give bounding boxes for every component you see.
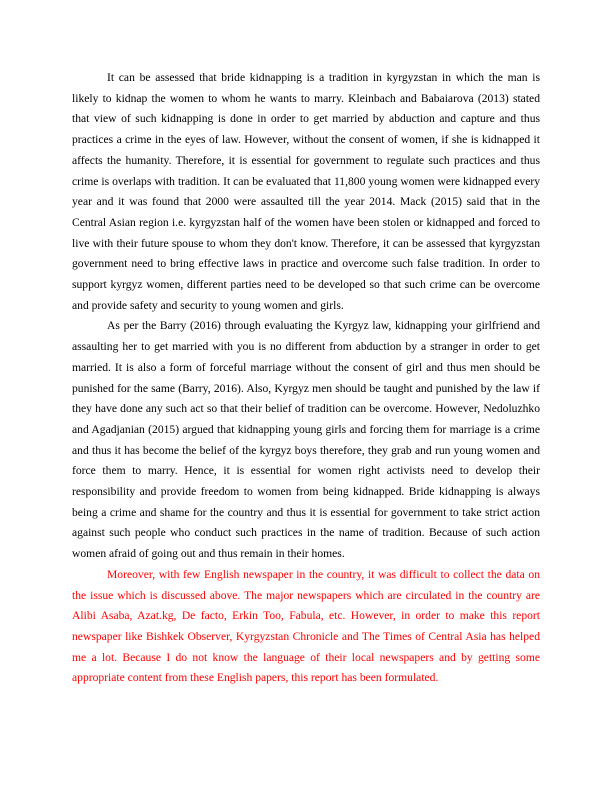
paragraph-bride-kidnapping-tradition: It can be assessed that bride kidnapping is a tradition in kyrgyzstan in which the man is likely to kidnap the women to whom he wants to marry. Kleinbach and Babaiarova (2013) stated that view of such kidnapping is done in order to get married by abduction and capture and thus practices a crime in the eyes of law. However, without the consent of women, if she is kidnapped it affects the humanity. Therefore, it is essential for government to regulate such practices and thus crime is overlaps with tradition. It can be evaluated that 11,800 young women were kidnapped every year and it was found that 2000 were assaulted till the year 2014. Mack (2015) said that in the Central Asian region i.e. kyrgyzstan half of the women have been stolen or kidnapped and forced to live with their future spouse to whom they don't know. Therefore, it can be assessed that kyrgyzstan government need to bring effective laws in practice and overcome such false tradition. In order to support kyrgyz women, different parties need to be developed so that such crime can be overcome and provide safety and security to young women and girls. (72, 71, 540, 312)
paragraph-newspaper-sources: Moreover, with few English newspaper in the country, it was difficult to collect the data on the issue which is discussed above. The major newspapers which are circulated in the country are Alibi Asaba, Azat.kg, De facto, Erkin Too, Fabula, etc. However, in order to make this report newspaper like Bishkek Observer, Kyrgyzstan Chronicle and The Times of Central Asia has helped me a lot. Because I do not know the language of their local newspapers and by getting some appropriate content from these English papers, this report has been formulated. (72, 567, 540, 685)
paragraph-kyrgyz-law: As per the Barry (2016) through evaluating the Kyrgyz law, kidnapping your girlfriend and assaulting her to get married with you is no different from abduction by a stranger in order to get married. It is also a form of forceful marriage without the consent of girl and thus men should be punished for the same (Barry, 2016). Also, Kyrgyz men should be taught and punished by the law if they have done any such act so that their belief of tradition can be overcome. However, Nedoluzhko and Agadjanian (2015) argued that kidnapping young girls and forcing them for marriage is a crime and thus it has become the belief of the kyrgyz boys therefore, they grab and run young women and force them to marry. Hence, it is essential for women right activists need to develop their responsibility and provide freedom to women from being kidnapped. Bride kidnapping is always being a crime and shame for the country and thus it is essential for government to take strict action against such people who conduct such practices in the name of tradition. Because of such action women afraid of going out and thus remain in their homes. (72, 319, 540, 561)
document-page (72, 68, 540, 689)
